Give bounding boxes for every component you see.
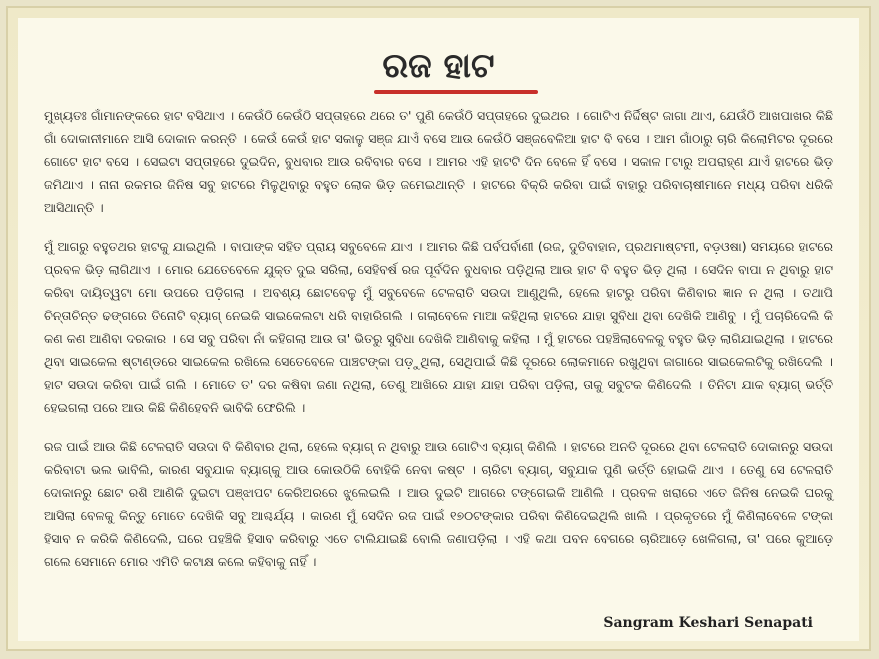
page-title: ରଜ ହାଟ [382, 46, 495, 86]
paragraph-1: ମୁଖ୍ୟତଃ ଗାଁମାନଙ୍କରେ ହାଟ ବସିଥାଏ । କେଉଁଠି କେଉଁଠି ସପ୍ତାହରେ ଥରେ ତ' ପୁଣି କେଉଁଠି ସପ୍ତାହରେ ଦୁଇଥର । ଗୋଟିଏ ନିର୍ଦ୍ଦିଷ୍ଟ ଜାଗା ଥାଏ, ଯେଉଁଠି ଆଖପାଖର କିଛି ଗାଁ ଦୋକାନୀମାନେ ଆସି ଦୋକାନ କରନ୍ତି । କେଉଁ କେଉଁ ହାଟ ସକାଳୁ ସଞ୍ଜ ଯାଏଁ ବସେ ଆଉ କେଉଁଠି ସଞ୍ଜବେଳିଆ ହାଟ ବି ବସେ । ଆମ ଗାଁଠାରୁ ଚାରି କିଲୋମିଟର ଦୂରରେ ଗୋଟେ ହାଟ ବସେ । ସେଇଟା ସପ୍ତାହରେ ଦୁଇଦିନ, ବୁଧବାର ଆଉ ରବିବାର ବସେ । ଆମର ଏହି ହାଟଟି ଦିନ ବେଳେ ହିଁ ବସେ । ସକାଳ ୮ଟାରୁ ଅପରାହ୍ଣ ଯାଏଁ ହାଟରେ ଭିଡ଼ ଜମିଥାଏ । ନାନା ରକମର ଜିନିଷ ସବୁ ହାଟରେ ମିଳୁଥିବାରୁ ବହୁତ ଲୋକ ଭିଡ଼ ଜମେଇଥାନ୍ତି । ହାଟରେ ବିକ୍ରି କରିବା ପାଇଁ ବାହାରୁ ପରିବାଚାଷୀମାନେ ମଧ୍ୟ ପରିବା ଧରିକି ଆସିଥାନ୍ତି । [44, 108, 833, 215]
paragraph-3: ରଜ ପାଇଁ ଆଉ କିଛି ଟେଳରାତି ସଉଦା ବି କିଣିବାର ଥିଲା, ହେଲେ ବ୍ୟାଗ୍ ନ ଥିବାରୁ ଆଉ ଗୋଟିଏ ବ୍ୟାଗ୍ କିଣିଲି । ହାଟରେ ଅନତି ଦୂରରେ ଥିବା ଟେଳରାତି ଦୋକାନରୁ ସଉଦା କରିବାଟା ଭଲ ଭାବିଲି, କାରଣ ସବୁଯାକ ବ୍ୟାଗ୍କୁ ଆଉ କୋଉଠିକି ବୋହିକି ନେବା କଷ୍ଟ । ଚାରିଟା ବ୍ୟାଗ୍, ସବୁଯାକ ପୁଣି ଭର୍ତ୍ତି ହୋଇକି ଥାଏ । ତେଣୁ ସେ ଟେଳରାତି ଦୋକାନରୁ ଛୋଟ ରଶି ଆଣିକି ଦୁଇଟା ପଞ୍ଝାପଟ କେରିଅରରେ ଝୁଲେଇଲି । ଆଉ ଦୁଇଟି ଆଗରେ ଟଙ୍ଗେଇକି ଆଣିଲି । ପ୍ରବଳ ଖରାରେ ଏତେ ଜିନିଷ ନେଇକି ଘରକୁ ଆସିଲା ବେଳକୁ କିନ୍ତୁ ମୋତେ ଦେଖିକି ସବୁ ଆଶ୍ଚର୍ଯ୍ୟ । କାରଣ ମୁଁ ସେଦିନ ରଜ ପାଇଁ ୧୭୦ଟଙ୍କାର ପରିବା କିଣିଦେଇଥିଲି ଖାଲି । ପ୍ରକୃତରେ ମୁଁ କିଣିଲାବେଳେ ଟଙ୍କା ହିସାବ ନ କରିକି କିଣିଦେଲି, ଘରେ ପହଞ୍ଚିକି ହିସାବ କରିବାରୁ ଏତେ ଟାଲିଯାଇଛି ବୋଲି ଜଣାପଡ଼ିଲା । ଏହି କଥା ପବନ ବେଗରେ ଚାରିଆଡ଼େ ଖେଳିଗଲା, ତା' ପରେ କୁଆଡ଼େ ଗଲେ ସେମାନେ ମୋର ଏମିତି କଟାକ୍ଷ କଲେ କହିବାକୁ ନାହିଁ । [44, 439, 833, 569]
page-frame [6, 6, 871, 651]
paragraph-2: ମୁଁ ଆଗରୁ ବହୁତଥର ହାଟକୁ ଯାଇଥିଲି । ବାପାଙ୍କ ସହିତ ପ୍ରାୟ ସବୁବେଳେ ଯାଏ । ଆମର କିଛି ପର୍ବପର୍ବାଣୀ (ରଜ, ଦୁତିବାହାନ, ପ୍ରଥମାଷ୍ଟମୀ, ବଡ଼ଓଷା) ସମୟରେ ହାଟରେ ପ୍ରବଳ ଭିଡ଼ ଲାଗିଥାଏ । ମୋର ଯେତେବେଳେ ଯୁକ୍ତ ଦୁଇ ସରିଲା, ସେହିବର୍ଷ ରଜ ପୂର୍ବଦିନ ବୁଧବାର ପଡ଼ିଥିଲା ଆଉ ହାଟ ବି ବହୁତ ଭିଡ଼ ଥିଲା । ସେଦିନ ବାପା ନ ଥିବାରୁ ହାଟ କରିବା ଦାୟିତ୍ୱଟା ମୋ ଉପରେ ପଡ଼ିଗଲା । ଅବଶ୍ୟ ଛୋଟବେଳୁ ମୁଁ ସବୁବେଳେ ଟେଳରାତି ସଉଦା ଆଣୁଥିଲି, ହେଲେ ହାଟରୁ ପରିବା କିଣିବାର ଜ୍ଞାନ ନ ଥିଲା । ତଥାପି ଚିନ୍ତାଚିନ୍ତ ଢଙ୍ଗରେ ତିନୋଟି ବ୍ୟାଗ୍ ନେଇକି ସାଇକେଲଟା ଧରି ବାହାରିଗଲି । ଗଲାବେଳେ ମାଆ କହିଥିଲା ହାଟରେ ଯାହା ସୁବିଧା ଥିବା ଦେଖିକି ଆଣିବୁ । ମୁଁ ପଚାରିଦେଲି କି କଣ କଣ ଆଣିବା ଦରକାର । ସେ ସବୁ ପରିବା ନାଁ କହିଗଲା ଆଉ ତା' ଭିତରୁ ସୁବିଧା ଦେଖିକି ଆଣିବାକୁ କହିଲା । ମୁଁ ହାଟରେ ପହଞ୍ଚିଲାବେଳକୁ ବହୁତ ଭିଡ଼ ଲାଗିଯାଇଥିଲା । ହାଟରେ ଥିବା ସାଇକେଲ ଷ୍ଟାଣ୍ଡରେ ସାଇକେଲ ରଖିଲେ ସେତେବେଳେ ପାଞ୍ଚଟଙ୍କା ପଡ଼ୁଥିଲା, ସେଥିପାଇଁ କିଛି ଦୂରରେ ଲୋକମାନେ ରଖୁଥିବା ଜାଗାରେ ସାଇକେଲଟିକୁ ରଖିଦେଲି । ହାଟ ସଉଦା କରିବା ପାଇଁ ଗଲି । ମୋତେ ତ' ଦର କଷିବା ଜଣା ନଥିଲା, ତେଣୁ ଆଖିରେ ଯାହା ଯାହା ପରିବା ପଡ଼ିଲା, ତାକୁ ସବୁଟକ କିଣିଦେଲି । ତିନିଟା ଯାକ ବ୍ୟାଗ୍ ଭର୍ତ୍ତି ହେଇଗଲା ପରେ ଆଉ କିଛି କିଣିହେବନି ଭାବିକି ଫେରିଲି । [44, 239, 833, 415]
article-body [44, 104, 833, 589]
title-underline [374, 90, 538, 94]
author-signature: Sangram Keshari Senapati [603, 615, 813, 631]
paper-sheet [18, 18, 859, 641]
